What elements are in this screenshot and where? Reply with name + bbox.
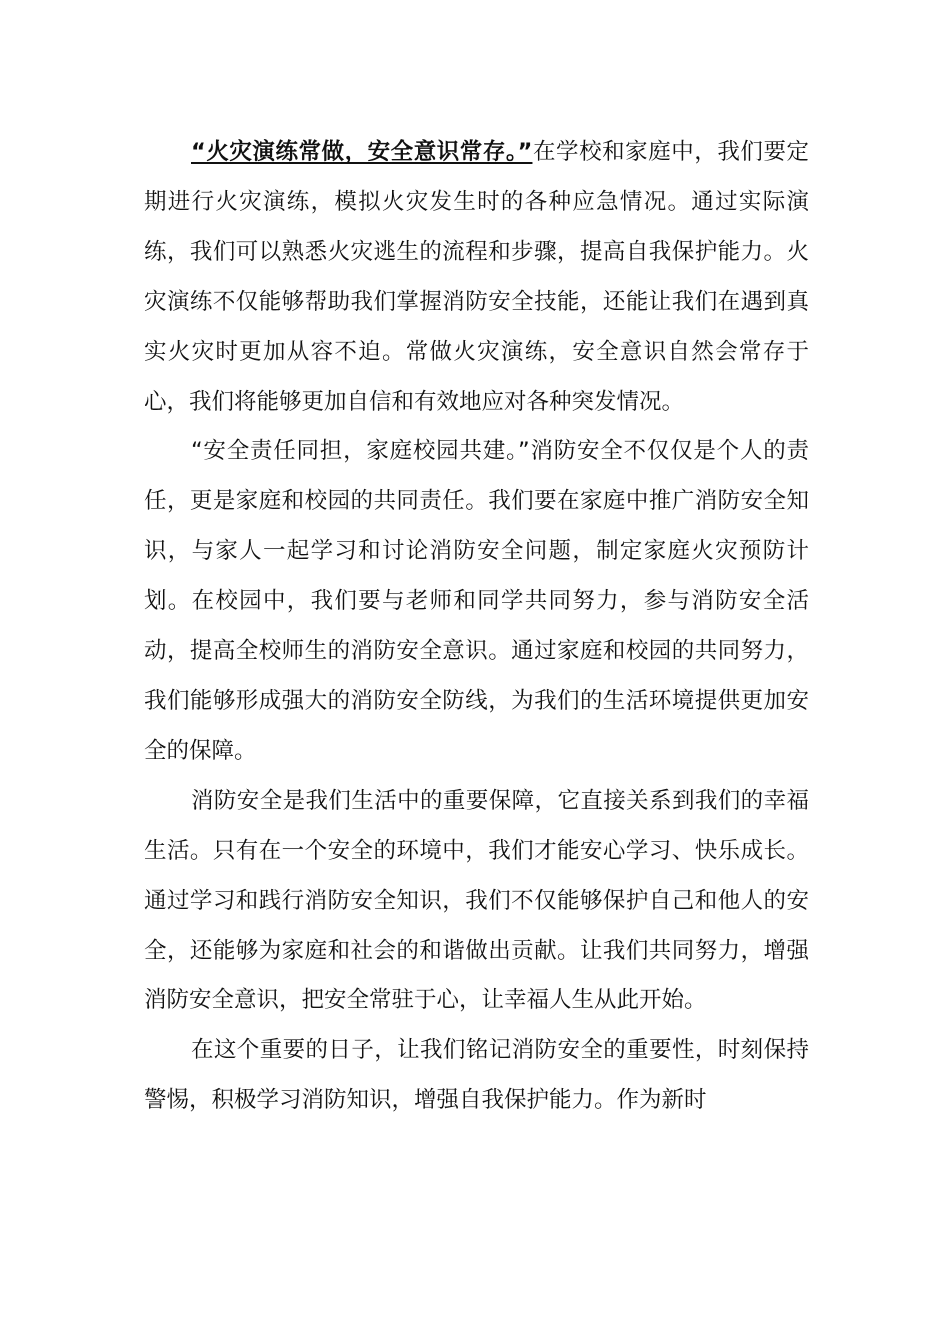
paragraph-text: 消防安全是我们生活中的重要保障，它直接关系到我们的幸福生活。只有在一个安全的环境中，我们才能安心学习、快乐成长。通过学习和践行消防安全知识，我们不仅能够保护自己和他人的安全，还能够为家庭和社会的和谐做出贡献。让我们共同努力，增强消防安全意识，把安全常驻于心，让幸福人生从此开始。 (144, 787, 809, 1014)
paragraph-shared-responsibility (144, 427, 809, 776)
paragraph-fire-drill (144, 128, 809, 427)
paragraph-lead-heading: “火灾演练常做，安全意识常存。” (191, 139, 533, 165)
paragraph-happy-life (144, 777, 809, 1027)
paragraph-text: 在这个重要的日子，让我们铭记消防安全的重要性，时刻保持警惕，积极学习消防知识，增强自我保护能力。作为新时 (144, 1037, 809, 1114)
document-body (144, 128, 809, 1126)
paragraph-important-day (144, 1026, 809, 1126)
paragraph-text: 在学校和家庭中，我们要定期进行火灾演练，模拟火灾发生时的各种应急情况。通过实际演练，我们可以熟悉火灾逃生的流程和步骤，提高自我保护能力。火灾演练不仅能够帮助我们掌握消防安全技能，还能让我们在遇到真实火灾时更加从容不迫。常做火灾演练，安全意识自然会常存于心，我们将能够更加自信和有效地应对各种突发情况。 (144, 139, 809, 415)
paragraph-text: “安全责任同担，家庭校园共建。”消防安全不仅仅是个人的责任，更是家庭和校园的共同责任。我们要在家庭中推广消防安全知识，与家人一起学习和讨论消防安全问题，制定家庭火灾预防计划。在校园中，我们要与老师和同学共同努力，参与消防安全活动，提高全校师生的消防安全意识。通过家庭和校园的共同努力，我们能够形成强大的消防安全防线，为我们的生活环境提供更加安全的保障。 (144, 438, 809, 764)
